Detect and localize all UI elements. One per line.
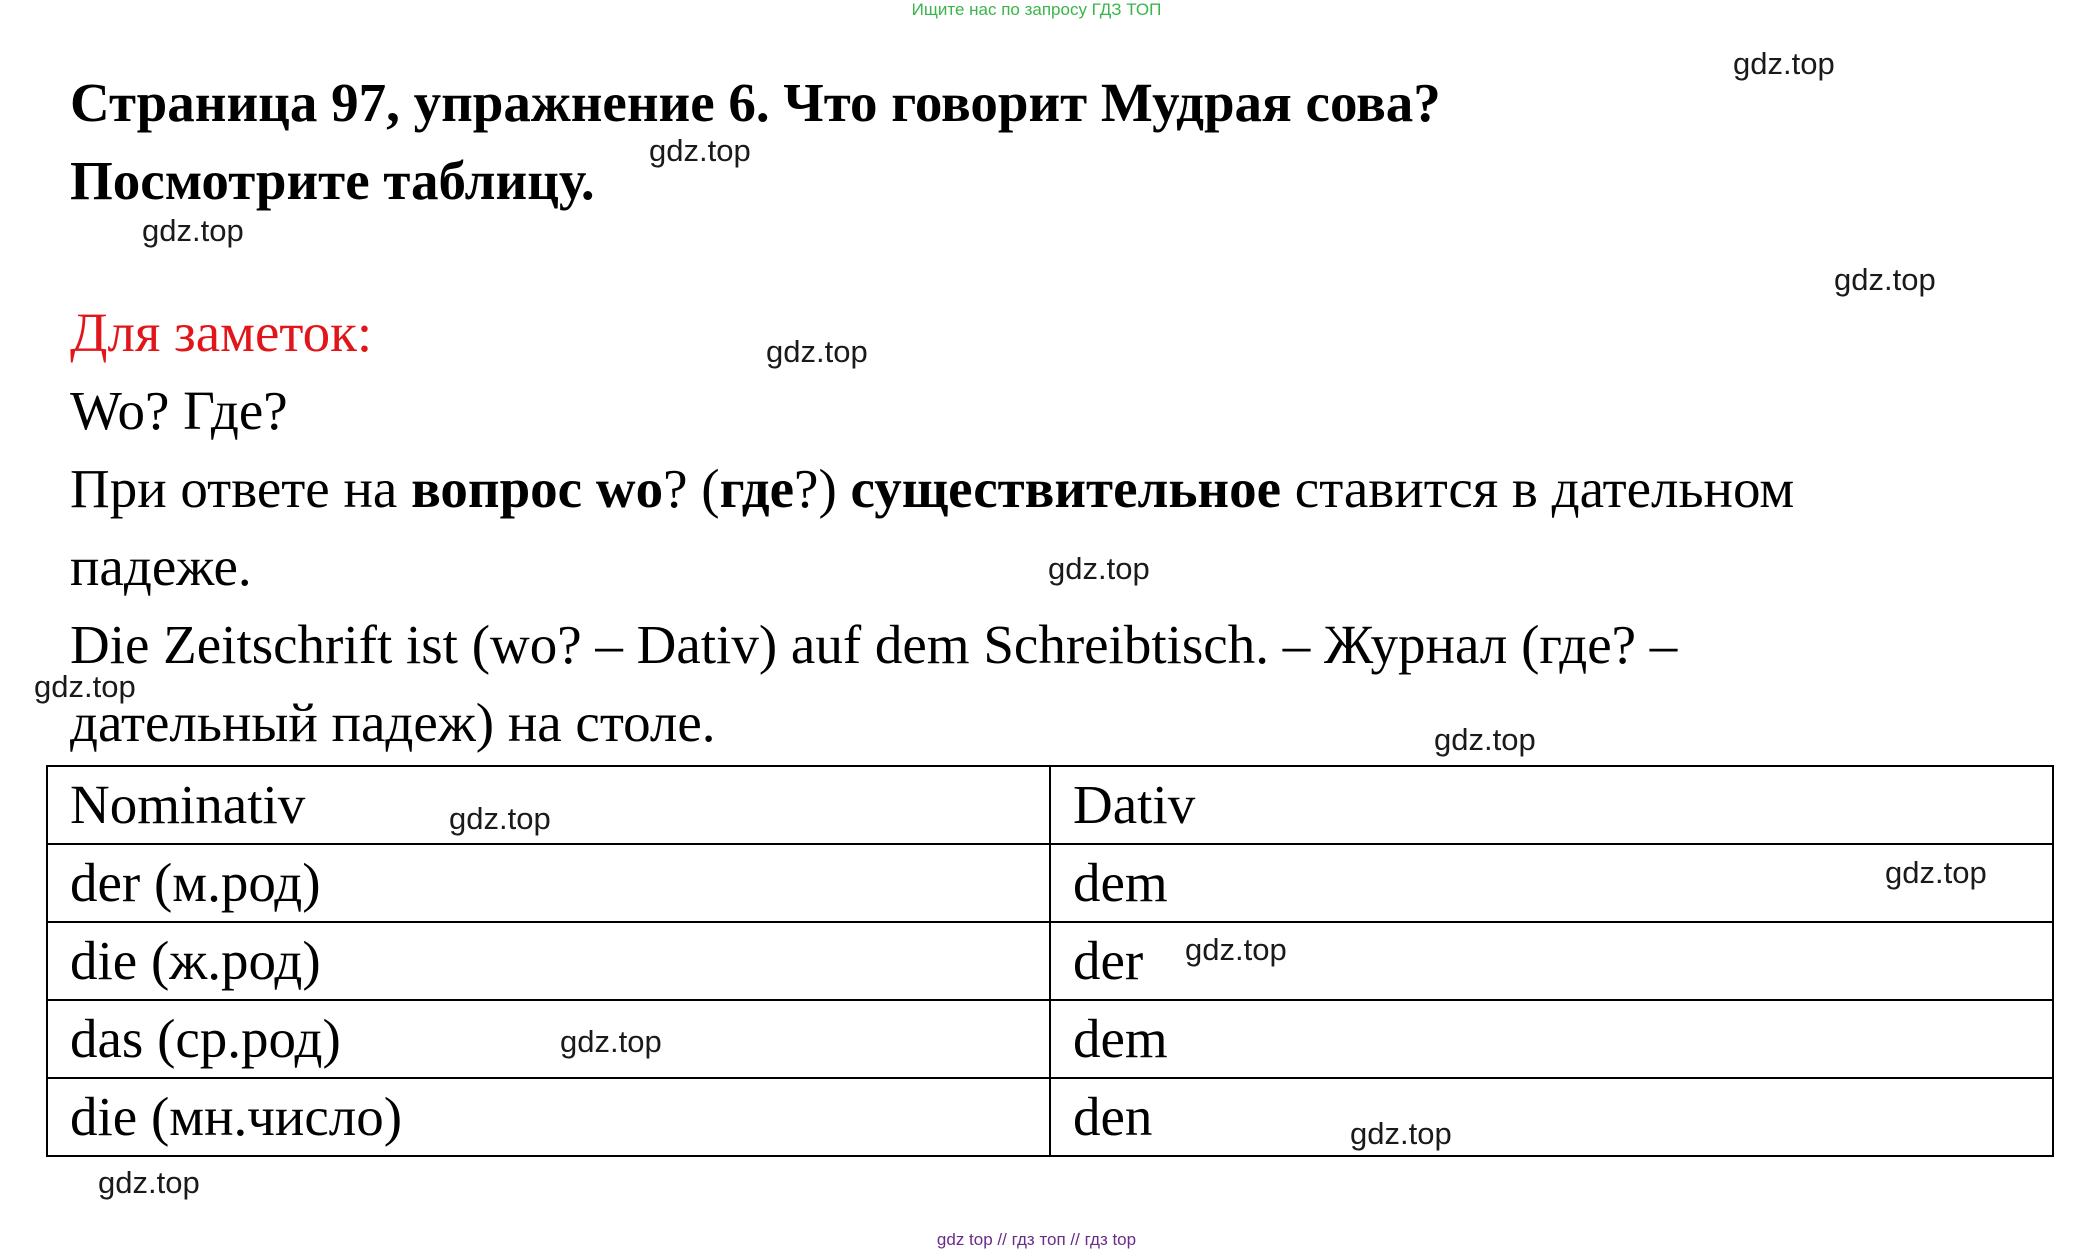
watermark: gdz.top — [1434, 722, 1536, 757]
rule-bold-3: существительное — [850, 458, 1282, 519]
table-cell: die (ж.род) — [47, 922, 1050, 1000]
rule-text-1: При ответе на — [70, 458, 412, 519]
example-line-1: Die Zeitschrift ist (wo? – Dativ) auf dem Schreibtisch. – Журнал (где? – — [70, 614, 1678, 675]
watermark: gdz.top — [1185, 932, 1287, 967]
watermark: gdz.top — [1834, 262, 1936, 297]
watermark: gdz.top — [142, 213, 244, 248]
watermark: gdz.top — [1885, 855, 1987, 890]
watermark: gdz.top — [1350, 1116, 1452, 1151]
watermark: gdz.top — [560, 1024, 662, 1059]
rule-bold-1: вопрос wo — [411, 458, 664, 519]
watermark: gdz.top — [34, 669, 136, 704]
rule-line-2: падеже. — [70, 536, 252, 597]
exercise-title-line-1: Страница 97, упражнение 6. Что говорит Мудрая сова? — [70, 72, 1441, 133]
table-row — [47, 844, 2053, 922]
table-row — [47, 922, 2053, 1000]
table-cell: die (мн.число) — [47, 1078, 1050, 1156]
table-row — [47, 1000, 2053, 1078]
watermark: gdz.top — [649, 133, 751, 168]
watermark: gdz.top — [98, 1165, 200, 1200]
table-cell: dem — [1050, 1000, 2053, 1078]
rule-text-2: ? ( — [663, 458, 720, 519]
example-line-2: дательный падеж) на столе. — [70, 692, 716, 753]
watermark: gdz.top — [1733, 46, 1835, 81]
table-cell: das (ср.род) — [47, 1000, 1050, 1078]
top-banner: Ищите нас по запросу ГДЗ ТОП — [911, 0, 1162, 19]
question-line: Wo? Где? — [70, 380, 288, 441]
table-cell: der — [1050, 922, 2053, 1000]
watermark: gdz.top — [766, 334, 868, 369]
footer-links: gdz top // гдз топ // гдз top — [936, 1230, 1137, 1249]
header-nominativ: Nominativ — [47, 766, 1050, 844]
rule-text-4: ставится в дательном — [1281, 458, 1795, 519]
rule-text-3: ?) — [794, 458, 851, 519]
table-cell: dem — [1050, 844, 2053, 922]
case-table — [46, 765, 2054, 1157]
header-dativ: Dativ — [1050, 766, 2053, 844]
watermark: gdz.top — [1048, 551, 1150, 586]
rule-bold-2: где — [719, 458, 795, 519]
rule-line-1 — [70, 456, 1794, 522]
table-cell: der (м.род) — [47, 844, 1050, 922]
table-header-row — [47, 766, 2053, 844]
exercise-title-line-2: Посмотрите таблицу. — [70, 150, 595, 211]
notes-label: Для заметок: — [70, 302, 373, 363]
table-cell: den — [1050, 1078, 2053, 1156]
table-row — [47, 1078, 2053, 1156]
watermark: gdz.top — [449, 801, 551, 836]
